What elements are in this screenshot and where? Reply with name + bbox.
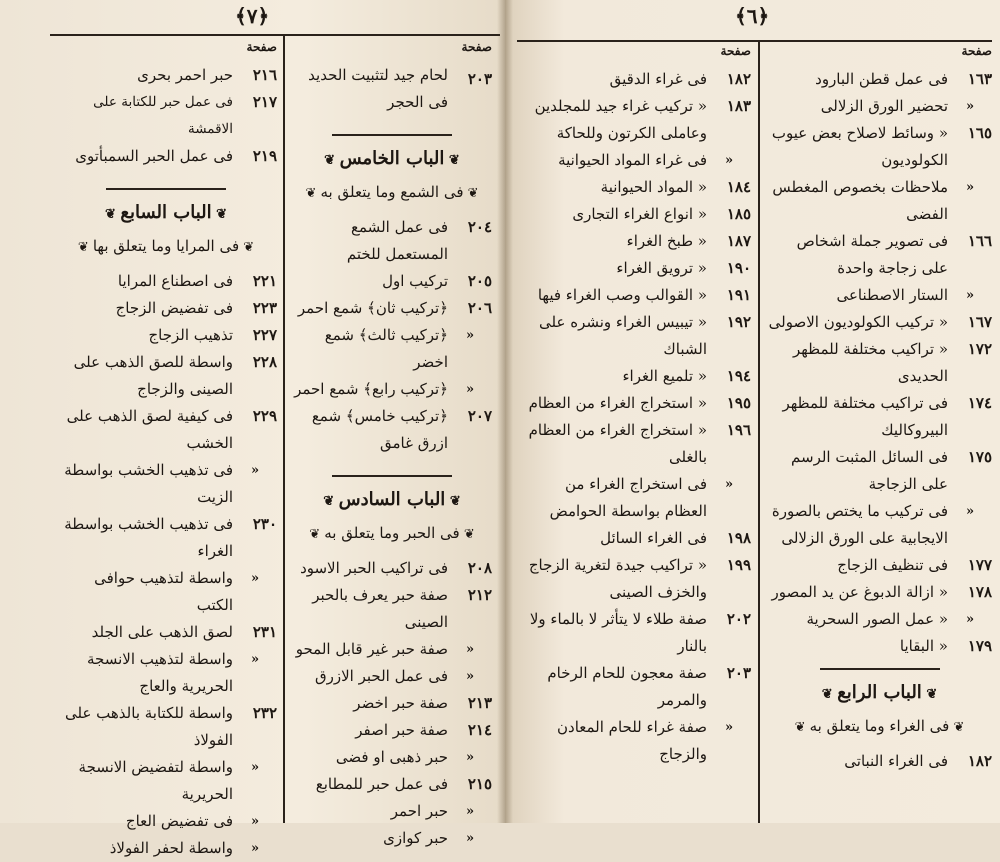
- toc-entry: « واسطة لحفر الفولاذ: [109, 839, 260, 857]
- toc-entry: ٢٢٩ فى كيفية لصق الذهب على الخشب: [66, 407, 277, 452]
- toc-entry: [292, 62, 492, 116]
- toc-entry: ١٩٨ فى الغراء السائل: [600, 529, 751, 547]
- toc-entry: ٢٠٥ تركيب اول: [382, 272, 492, 290]
- toc-entry: ٢١٩ فى عمل الحبر السمبأتوى: [75, 147, 277, 165]
- toc-column: [519, 44, 751, 768]
- toc-entry: ٢٠٦ ﴿تركيب ثان﴾ شمع احمر: [297, 299, 492, 317]
- toc-entry: ١٦٣ فى عمل قطن البارود: [815, 70, 992, 88]
- toc-entry: « فى تركيب ما يختص بالصورة الايجابية على الورق الزلالى: [771, 502, 975, 547]
- chapter-heading: ❦ الباب السادس ❦: [323, 489, 461, 510]
- toc-entry: ٢٠٨ فى تراكيب الحبر الاسود: [300, 559, 492, 577]
- toc-column: [292, 40, 492, 852]
- toc-entry: ٢٢٨ واسطة للصق الذهب على الصينى والزجاج: [73, 353, 277, 398]
- toc-entry: ١٩٦ « استخراج الغراء من العظام بالغلى: [528, 421, 751, 466]
- toc-entry: « ﴿تركيب رابع﴾ شمع احمر: [294, 380, 475, 398]
- page-ref: ٢٠٣: [467, 70, 492, 88]
- toc-entry: ١٨٤ « المواد الحيوانية: [600, 178, 751, 196]
- toc-entry: « صفة حبر غير قابل المحو: [295, 640, 475, 658]
- toc-entry: ١٨٥ « انواع الغراء التجارى: [572, 205, 751, 223]
- column-header: صفحة: [246, 40, 277, 54]
- toc-entry: ١٦٧ « تركيب الكولوديون الاصولى: [768, 313, 992, 331]
- toc-entry: « فى غراء المواد الحيوانية: [558, 151, 734, 169]
- toc-entry: ١٨٢ فى غراء الدقيق: [609, 70, 751, 88]
- toc-entry: « فى استخراج الغراء من العظام بواسطة الحوامض: [549, 475, 734, 520]
- section-rule: [820, 668, 940, 670]
- toc-entry: « الستار الاصطناعى: [836, 286, 975, 304]
- column-header: صفحة: [961, 44, 992, 58]
- toc-entry: « ملاحظات بخصوص المغطس الفضى: [772, 178, 975, 223]
- toc-entry: ١٦٦ فى تصوير جملة اشخاص على زجاجة واحدة: [796, 232, 992, 277]
- toc-entry: ٢١٦ حبر احمر بحرى: [137, 66, 277, 84]
- toc-entry: ١٩١ « القوالب وصب الغراء فيها: [537, 286, 751, 304]
- toc-entry: ١٧٢ « تراكيب مختلفة للمظهر الحديدى: [792, 340, 992, 385]
- toc-entry: ٢٢١ فى اصطناع المرايا: [117, 272, 277, 290]
- toc-entry: « حبر كوازى: [383, 829, 475, 847]
- toc-column: [767, 44, 992, 775]
- section-rule: [332, 475, 452, 477]
- toc-entry: « حبر ذهبى او فضى: [335, 748, 475, 766]
- column-header: صفحة: [720, 44, 751, 58]
- toc-entry: ١٩٩ « تراكيب جيدة لتغرية الزجاج والخزف الصينى: [528, 556, 751, 601]
- toc-entry: ١٧٨ « ازالة الدبوغ عن يد المصور: [771, 583, 992, 601]
- section-rule: [332, 134, 452, 136]
- chapter-subheading: ❦ فى الغراء وما يتعلق به ❦: [794, 717, 965, 735]
- toc-entry: ١٨٢ فى الغراء النباتى: [844, 752, 992, 770]
- toc-entry: ٢٣٠ فى تذهيب الخشب بواسطة الغراء: [64, 515, 277, 560]
- toc-entry: ١٨٧ « طبخ الغراء: [626, 232, 751, 250]
- toc-entry: « صفة غراء للحام المعادن والزجاج: [557, 718, 734, 763]
- toc-entry: ١٧٩ « البقايا: [899, 637, 992, 655]
- toc-entry: ١٩٤ « تلميع الغراء: [622, 367, 751, 385]
- toc-entry: « واسطة لتذهيب حوافى الكتب: [94, 569, 260, 614]
- toc-entry: ٢٠٤ فى عمل الشمع المستعمل للختم: [346, 218, 492, 263]
- toc-entry: ١٦٥ « وسائط لاصلاح بعض عيوب الكولوديون: [771, 124, 992, 169]
- toc-entry: ١٧٥ فى السائل المثبت الرسم على الزجاجة: [791, 448, 992, 493]
- section-rule: [106, 188, 226, 190]
- top-rule: [50, 34, 500, 36]
- toc-entry: ١٩٠ « ترويق الغراء: [616, 259, 751, 277]
- page-number: ﴾٦﴿: [735, 4, 770, 28]
- column-divider: [283, 36, 285, 823]
- toc-entry: ٢٣٢ واسطة للكتابة بالذهب على الفولاذ: [64, 704, 277, 749]
- toc-entry: ٢٢٧ تذهيب الزجاج: [148, 326, 277, 344]
- toc-entry: ١٧٤ فى تراكيب مختلفة للمظهر البيروكاليك: [782, 394, 992, 439]
- toc-entry: ٢١٥ فى عمل حبر للمطابع: [315, 775, 492, 793]
- toc-entry: « حبر احمر: [390, 802, 475, 820]
- toc-column: [55, 40, 277, 862]
- top-rule: [517, 40, 992, 42]
- toc-entry: « واسطة لتفضيض الانسجة الحريرية: [78, 758, 260, 803]
- column-divider: [758, 42, 760, 823]
- chapter-subheading: ❦ فى الشمع وما يتعلق به ❦: [305, 183, 479, 201]
- toc-entry: ١٧٧ فى تنظيف الزجاج: [837, 556, 992, 574]
- toc-entry: ٢١٧ فى عمل حبر للكتابة على الاقمشة: [93, 93, 277, 137]
- toc-entry: « تحضير الورق الزلالى: [820, 97, 975, 115]
- toc-entry: ١٩٥ « استخراج الغراء من العظام: [528, 394, 751, 412]
- toc-entry: « ﴿تركيب ثالث﴾ شمع اخضر: [324, 326, 475, 371]
- toc-entry: « واسطة لتذهيب الانسجة الحريرية والعاج: [86, 650, 260, 695]
- toc-entry: « فى عمل الحبر الازرق: [314, 667, 475, 685]
- toc-entry: ٢١٢ صفة حبر يعرف بالحبر الصينى: [312, 586, 492, 631]
- chapter-heading: ❦ الباب السابع ❦: [104, 202, 228, 223]
- toc-entry: ٢٢٣ فى تفضيض الزجاج: [115, 299, 277, 317]
- toc-entry: « فى تفضيض العاج: [125, 812, 260, 830]
- toc-entry: ١٩٢ « تيبيس الغراء ونشره على الشباك: [539, 313, 751, 358]
- toc-entry: ٢٠٢ صفة طلاء لا يتأثر لا بالماء ولا بالنار: [529, 610, 751, 655]
- chapter-subheading: ❦ فى المرايا وما يتعلق بها ❦: [77, 237, 255, 255]
- entry-title: لحام جيد لتثبيت الحديد فى الحجر: [308, 66, 448, 111]
- toc-entry: ٢٠٧ ﴿تركيب خامس﴾ شمع ازرق غامق: [311, 407, 492, 452]
- chapter-subheading: ❦ فى الحبر وما يتعلق به ❦: [309, 524, 475, 542]
- book-gutter: [497, 0, 513, 823]
- toc-entry: ٢١٤ صفة حبر اصفر: [355, 721, 492, 739]
- column-header: صفحة: [461, 40, 492, 54]
- toc-entry: ١٨٣ « تركيب غراء جيد للمجلدين وعاملى الكرتون وللحاكة: [534, 97, 751, 142]
- toc-entry: ٢٠٣ صفة معجون للحام الرخام والمرمر: [547, 664, 751, 709]
- toc-entry: ٢٣١ لصق الذهب على الجلد: [91, 623, 277, 641]
- chapter-heading: ❦ الباب الرابع ❦: [821, 682, 938, 703]
- toc-entry: « فى تذهيب الخشب بواسطة الزيت: [64, 461, 260, 506]
- right-page: [505, 0, 1000, 823]
- page-number: ﴾٧﴿: [235, 4, 270, 28]
- toc-entry: « « عمل الصور السحرية: [806, 610, 975, 628]
- toc-entry: ٢١٣ صفة حبر اخضر: [353, 694, 492, 712]
- chapter-heading: ❦ الباب الخامس ❦: [324, 148, 460, 169]
